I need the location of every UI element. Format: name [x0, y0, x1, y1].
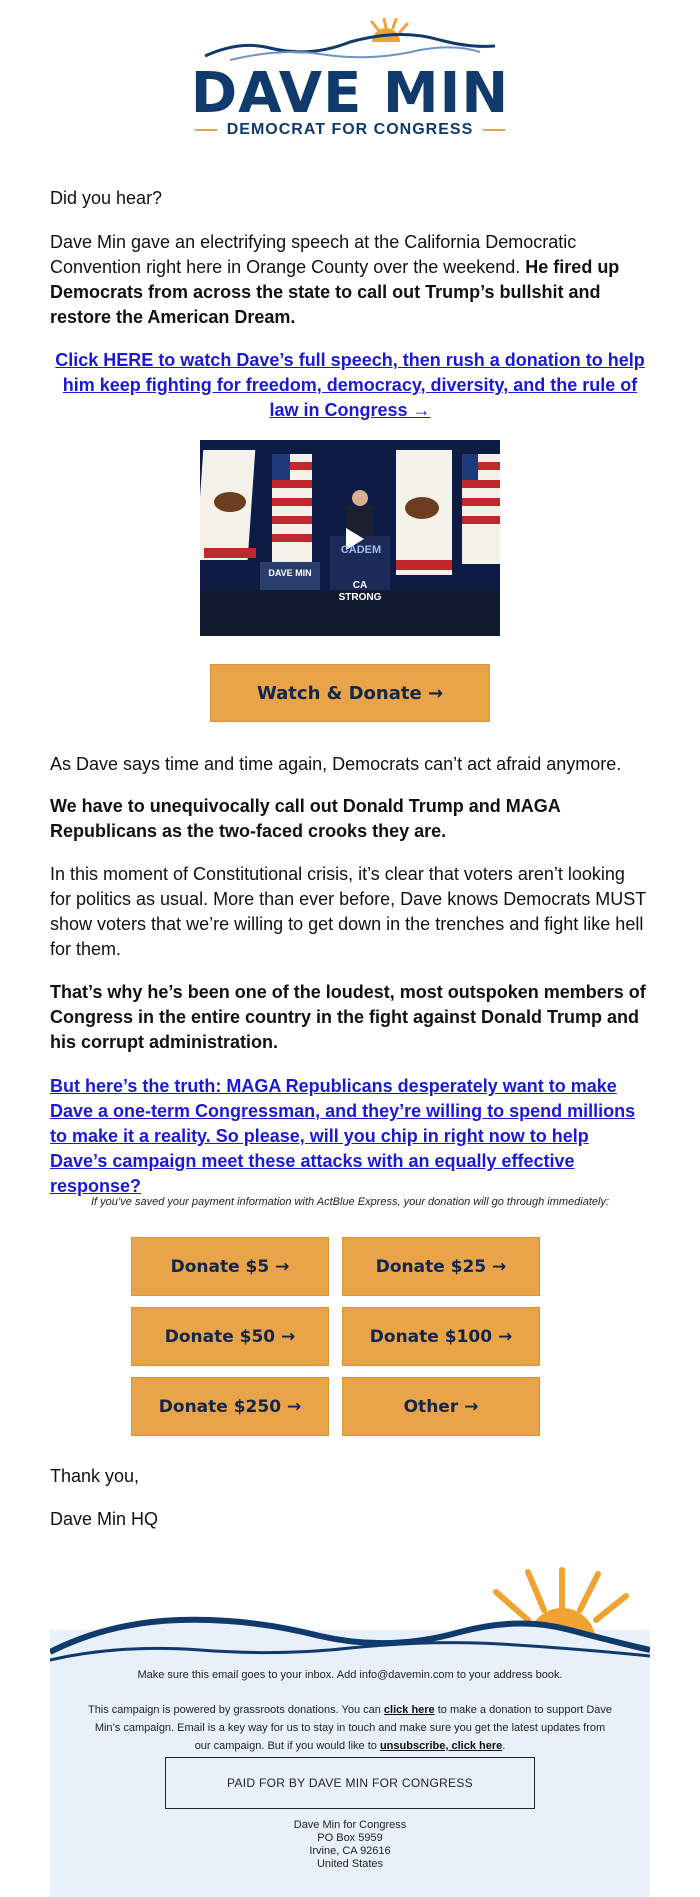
signature	[50, 1507, 650, 1532]
watch-link-paragraph	[50, 348, 650, 423]
signature-text: Dave Min HQ	[50, 1509, 159, 1529]
truth-paragraph	[50, 1074, 650, 1199]
donate-25-button[interactable]: Donate $25 →	[342, 1237, 540, 1296]
wave-sun-icon	[50, 1560, 650, 1670]
logo-tagline	[0, 120, 700, 140]
donate-other-button[interactable]: Other →	[342, 1377, 540, 1436]
donate-100-button[interactable]: Donate $100 →	[342, 1307, 540, 1366]
greeting-text: Did you hear?	[50, 188, 163, 208]
intro-bold: He fired up Democrats from across the state to call out Trump’s bullshit and restore the American Dream.	[50, 257, 620, 327]
crisis-text: In this moment of Constitutional crisis, it’s clear that voters aren’t looking for politics as usual. More than ever before, Dave knows Democrats MUST show voters that we’re willing to get down in the trenches and fight like hell for them.	[50, 864, 646, 959]
paid-for-disclaimer: PAID FOR BY DAVE MIN FOR CONGRESS	[165, 1757, 535, 1809]
signoff	[50, 1464, 650, 1489]
greeting	[50, 186, 650, 211]
address-line-2: PO Box 5959	[317, 1832, 383, 1844]
grassroots-a: This campaign is powered by grassroots donations. You can	[87, 1704, 384, 1716]
campaign-logo	[0, 18, 700, 140]
callout-paragraph	[50, 794, 650, 844]
donate-50-button[interactable]: Donate $50 →	[131, 1307, 329, 1366]
mailing-address	[50, 1819, 650, 1871]
watch-donate-button[interactable]: Watch & Donate →	[210, 664, 490, 722]
grassroots-line-1	[50, 1702, 650, 1719]
actblue-express-note: If you’ve saved your payment information with ActBlue Express, your donation will go through immediately:	[90, 1196, 610, 1208]
grassroots-b: to make a donation to support Dave	[434, 1704, 613, 1716]
donate-click-here-link[interactable]: click here	[383, 1704, 435, 1716]
unsubscribe-link[interactable]: unsubscribe, click here	[379, 1740, 503, 1752]
tagline-rule-left	[195, 129, 217, 131]
video-sign-dave-min: DAVE MIN	[268, 568, 312, 578]
video-scene	[200, 440, 500, 636]
crisis-paragraph	[50, 862, 650, 962]
intro-paragraph	[50, 230, 650, 330]
grassroots-line3b: .	[502, 1740, 506, 1752]
intro-plain: Dave Min gave an electrifying speech at the California Democratic Convention right here in Orange County over the weekend.	[50, 232, 577, 277]
afraid-paragraph	[50, 752, 650, 777]
email-footer	[50, 1560, 650, 1897]
address-line-1: Dave Min for Congress	[293, 1819, 407, 1831]
grassroots-line-3	[50, 1738, 650, 1755]
donate-250-button[interactable]: Donate $250 →	[131, 1377, 329, 1436]
signoff-text: Thank you,	[50, 1466, 140, 1486]
tagline-rule-right	[483, 129, 505, 131]
loudest-text: That’s why he’s been one of the loudest, most outspoken members of Congress in the entire country in the fight against Donald Trump and his corrupt administration.	[50, 982, 646, 1052]
donate-5-button[interactable]: Donate $5 →	[131, 1237, 329, 1296]
watch-speech-link[interactable]: Click HERE to watch Dave’s full speech, then rush a donation to help him keep fighting for freedom, democracy, diversity, and the rule of law in Congress →	[55, 350, 645, 420]
speech-video-thumbnail[interactable]	[200, 440, 500, 636]
video-sign-ca-strong: CA STRONG	[338, 580, 382, 603]
grassroots-line3a: our campaign. But if you would like to	[194, 1740, 380, 1752]
address-line-4: United States	[316, 1858, 384, 1870]
truth-donate-link[interactable]: But here’s the truth: MAGA Republicans desperately want to make Dave a one-term Congressman, and they’re willing to spend millions to make it a reality. So please, will you chip in right now to help Dave’s campaign meet these attacks with an equally effective response?	[50, 1076, 636, 1196]
address-line-3: Irvine, CA 92616	[309, 1845, 391, 1857]
grassroots-line-2: Min’s campaign. Email is a key way for us to stay in touch and make sure you get the latest updates from	[94, 1722, 606, 1734]
callout-text: We have to unequivocally call out Donald Trump and MAGA Republicans as the two-faced crooks they are.	[50, 796, 561, 841]
tagline-text: DEMOCRAT FOR CONGRESS	[226, 121, 474, 138]
inbox-note: Make sure this email goes to your inbox. Add info@davemin.com to your address book.	[137, 1669, 563, 1681]
afraid-text: As Dave says time and time again, Democrats can’t act afraid anymore.	[50, 754, 622, 774]
loudest-paragraph	[50, 980, 650, 1055]
logo-name: DAVE MIN	[190, 61, 510, 126]
video-sign-cadem: CADEM	[340, 544, 382, 556]
intro-text	[50, 230, 650, 330]
